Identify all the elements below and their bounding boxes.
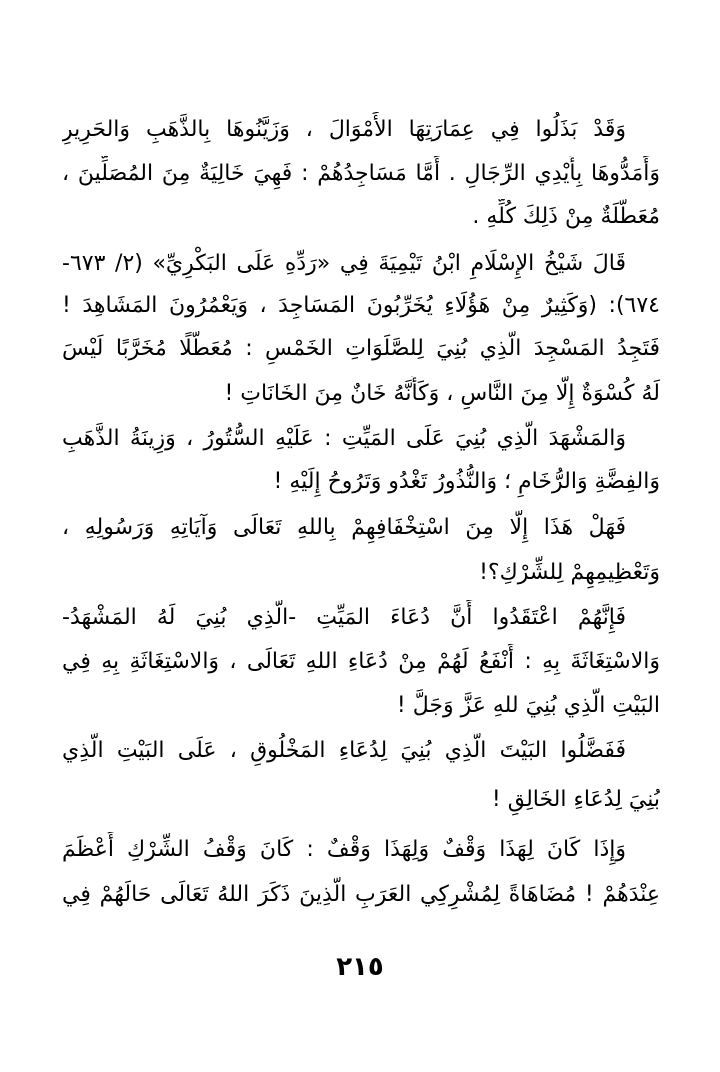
text-line: فَإِنَّهُمْ اعْتَقَدُوا أَنَّ دُعَاءَ المَيِّتِ -الَّذِي بُنِيَ لَهُ المَشْهَدُ- bbox=[62, 605, 626, 630]
text-line: وَالمَشْهَدَ الَّذِي بُنِيَ عَلَى المَيِّتِ : عَلَيْهِ السُّتُورُ ، وَزِينَةُ الذَّهَبِ bbox=[62, 426, 626, 451]
page-number: ٢١٥ bbox=[336, 952, 384, 982]
text-line: قَالَ شَيْخُ الإِسْلَامِ ابْنُ تَيْمِيَةَ فِي «رَدِّهِ عَلَى البَكْرِيِّ» (٢/ ٦٧٣- bbox=[62, 251, 627, 276]
text-line: البَيْتِ الَّذِي بُنِيَ للهِ عَزَّ وَجَلَّ ! bbox=[396, 693, 660, 718]
text-line: فَتَجِدُ المَسْجِدَ الَّذِي بُنِيَ لِلصَّلَوَاتِ الخَمْسِ : مُعَطَّلًا مُخَرَّبًا لَيْسَ bbox=[62, 336, 660, 361]
text-line: وَالاسْتِغَاثَةَ بِهِ : أَنْفَعُ لَهُمْ مِنْ دُعَاءِ اللهِ تَعَالَى ، وَالاسْتِغَاثَةِ بِهِ فِي bbox=[62, 649, 660, 674]
text-line: مُعَطَّلَةٌ مِنْ ذَلِكَ كُلِّهِ . bbox=[472, 204, 660, 229]
text-line: وَأَمَدُّوهَا بِأَيْدِي الرِّجَالِ . أَمَّا مَسَاجِدُهُمْ : فَهِيَ خَالِيَةٌ مِنَ المُصَلِّينَ ، bbox=[62, 161, 660, 186]
text-line: فَفَضَّلُوا البَيْتَ الَّذِي بُنِيَ لِدُعَاءِ المَخْلُوقِ ، عَلَى البَيْتِ الَّذِي bbox=[62, 738, 626, 763]
text-line: وَتَعْظِيمِهِمْ لِلشِّرْكِ؟! bbox=[479, 560, 660, 585]
text-line: ٦٧٤): (وَكَثِيرٌ مِنْ هَؤُلَاءِ يُخَرِّبُونَ المَسَاجِدَ ، وَيَعْمُرُونَ المَشَاهِدَ ! bbox=[62, 293, 660, 318]
text-line: فَهَلْ هَذَا إِلَّا مِنَ اسْتِخْفَافِهِمْ بِاللهِ تَعَالَى وَآيَاتِهِ وَرَسُولِهِ ، bbox=[62, 515, 626, 540]
text-line: وَقَدْ بَذَلُوا فِي عِمَارَتِهَا الأَمْوَالَ ، وَزَيَّنُوهَا بِالذَّهَبِ وَالحَرِيرِ bbox=[62, 117, 626, 142]
text-line: وَالفِضَّةِ وَالرُّخَامِ ؛ وَالنُّذُورُ تَغْدُو وَتَرُوحُ إِلَيْهِ ! bbox=[273, 469, 660, 494]
text-line: لَهُ كُسْوَةٌ إِلَّا مِنَ النَّاسِ ، وَكَأَنَّهُ خَانٌ مِنَ الخَانَاتِ ! bbox=[224, 381, 660, 406]
text-line: بُنِيَ لِدُعَاءِ الخَالِقِ ! bbox=[491, 787, 660, 812]
text-line: عِنْدَهُمْ ! مُضَاهَاةً لِمُشْرِكِي العَرَبِ الَّذِينَ ذَكَرَ اللهُ تَعَالَى حَالَهُمْ فِي bbox=[62, 882, 660, 907]
text-line: وَإِذَا كَانَ لِهَذَا وَقْفٌ وَلِهَذَا وَقْفٌ : كَانَ وَقْفُ الشِّرْكِ أَعْظَمَ bbox=[62, 837, 626, 862]
